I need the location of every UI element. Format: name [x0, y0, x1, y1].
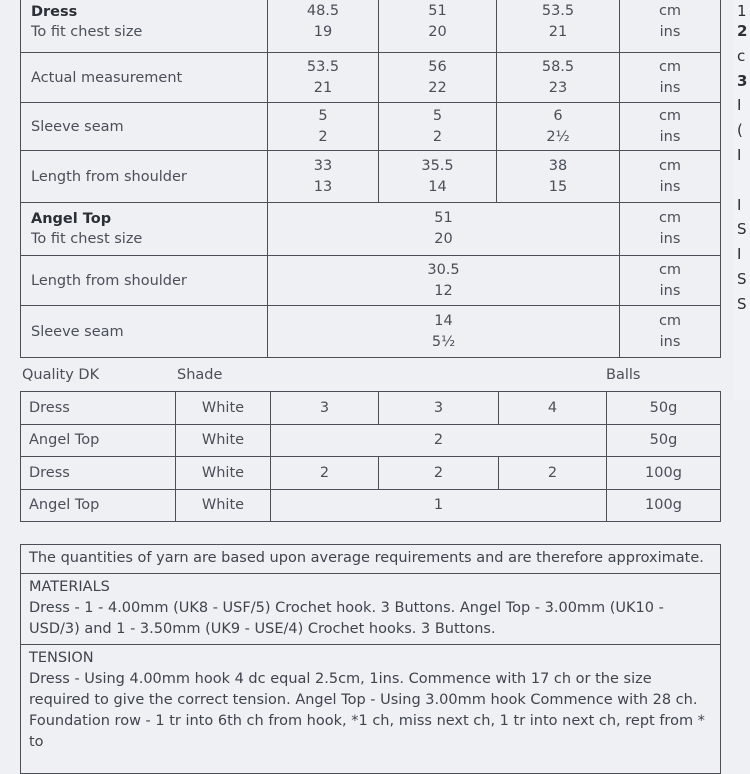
yarn-item-name: Dress: [21, 457, 176, 490]
materials-heading: MATERIALS: [29, 579, 110, 595]
yarn-item-name: Angel Top: [21, 489, 176, 522]
angel-chest-label-cell: [21, 203, 268, 256]
angel-top-section-title: Angel Top: [31, 211, 112, 227]
row-label: Sleeve seam: [21, 306, 268, 358]
unit-cell: cm ins: [620, 53, 721, 103]
yarn-row: [21, 489, 721, 522]
yarn-shade: White: [176, 457, 271, 490]
edge-glyph: (: [737, 121, 743, 139]
value-cell: 35.5 14: [379, 151, 497, 203]
dress-actual-row: [21, 53, 721, 103]
value-cell: 38 15: [497, 151, 620, 203]
edge-glyph: S: [737, 270, 747, 288]
yarn-shade: White: [176, 424, 271, 457]
yarn-table: [20, 391, 721, 522]
unit-cell: cm ins: [620, 256, 721, 306]
yarn-shade: White: [176, 392, 271, 425]
yarn-item-name: Dress: [21, 392, 176, 425]
value-cell: 33 13: [268, 151, 379, 203]
balls-label: Balls: [606, 367, 641, 383]
yarn-shade: White: [176, 489, 271, 522]
edge-glyph: c: [737, 47, 746, 65]
yarn-item-name: Angel Top: [21, 424, 176, 457]
quantities-note: [21, 545, 720, 574]
edge-glyph: S: [737, 220, 747, 238]
yarn-count: 2: [499, 457, 607, 490]
materials-section: [21, 574, 720, 645]
row-label: Length from shoulder: [21, 256, 268, 306]
yarn-balls: 100g: [607, 457, 721, 490]
yarn-balls: 100g: [607, 489, 721, 522]
unit-cell: cm ins: [620, 203, 721, 256]
yarn-balls: 50g: [607, 392, 721, 425]
yarn-balls: 50g: [607, 424, 721, 457]
value-cell: 5 2: [379, 103, 497, 151]
value-cell: 53.5 21: [497, 0, 620, 53]
tension-text: Dress - Using 4.00mm hook 4 dc equal 2.5cm, 1ins. Commence with 17 ch or the size required to give the correct tension. Angel Top - Using 3.00mm hook Commence with 28 ch. Foundation row - 1 tr into 6th ch from hook, *1 ch, miss next ch, 1 tr into next ch, rept from * to: [29, 671, 705, 750]
edge-glyph: I: [737, 146, 742, 164]
value-cell: 14 5½: [268, 306, 620, 358]
unit-cell: cm ins: [620, 151, 721, 203]
value-cell: 53.5 21: [268, 53, 379, 103]
edge-glyph: 1: [737, 2, 747, 20]
value-cell: 30.5 12: [268, 256, 620, 306]
yarn-row: [21, 392, 721, 425]
dress-chest-label-cell: [21, 0, 268, 53]
value-cell: 56 22: [379, 53, 497, 103]
row-label: To fit chest size: [31, 23, 143, 40]
row-label: Length from shoulder: [21, 151, 268, 203]
yarn-count: 2: [271, 424, 607, 457]
value-cell: 51 20: [379, 0, 497, 53]
row-label: Actual measurement: [21, 53, 268, 103]
edge-glyph: 3: [737, 72, 748, 90]
shade-label: Shade: [177, 367, 223, 383]
adjacent-column-fragment: [733, 0, 750, 400]
measurements-table: [20, 0, 721, 358]
row-label: Sleeve seam: [21, 103, 268, 151]
angel-chest-row: [21, 203, 721, 256]
value-cell: 51 20: [268, 203, 620, 256]
yarn-count: 3: [271, 392, 379, 425]
unit-cell: cm ins: [620, 0, 721, 53]
value-cell: 6 2½: [497, 103, 620, 151]
yarn-count: 2: [271, 457, 379, 490]
edge-glyph: S: [737, 295, 747, 313]
dress-sleeve-row: [21, 103, 721, 151]
tension-section: [21, 645, 720, 757]
tension-heading: TENSION: [29, 650, 94, 666]
quality-label: Quality DK: [22, 367, 100, 383]
yarn-count: 1: [271, 489, 607, 522]
angel-sleeve-row: [21, 306, 721, 358]
row-label: To fit chest size: [31, 231, 143, 247]
unit-cell: cm ins: [620, 103, 721, 151]
yarn-row: [21, 424, 721, 457]
edge-glyph: I: [737, 96, 742, 114]
yarn-count: 4: [499, 392, 607, 425]
edge-glyph: I: [737, 196, 742, 214]
edge-glyph: I: [737, 245, 742, 263]
yarn-count: 3: [379, 392, 499, 425]
materials-text: Dress - 1 - 4.00mm (UK8 - USF/5) Crochet hook. 3 Buttons. Angel Top - 3.00mm (UK10 - USD/3) and 1 - 3.50mm (UK9 - USE/4) Crochet hooks. 3 Buttons.: [29, 600, 664, 637]
value-cell: 48.5 19: [268, 0, 379, 53]
dress-chest-row: [21, 0, 721, 53]
value-cell: 58.5 23: [497, 53, 620, 103]
quantities-text: The quantities of yarn are based upon average requirements and are therefore approximate.: [29, 550, 704, 566]
value-cell: 5 2: [268, 103, 379, 151]
yarn-row: [21, 457, 721, 490]
unit-cell: cm ins: [620, 306, 721, 358]
notes-box: [20, 544, 721, 774]
edge-glyph: 2: [737, 22, 748, 40]
dress-length-row: [21, 151, 721, 203]
angel-length-row: [21, 256, 721, 306]
dress-section-title: Dress: [31, 3, 78, 20]
yarn-count: 2: [379, 457, 499, 490]
